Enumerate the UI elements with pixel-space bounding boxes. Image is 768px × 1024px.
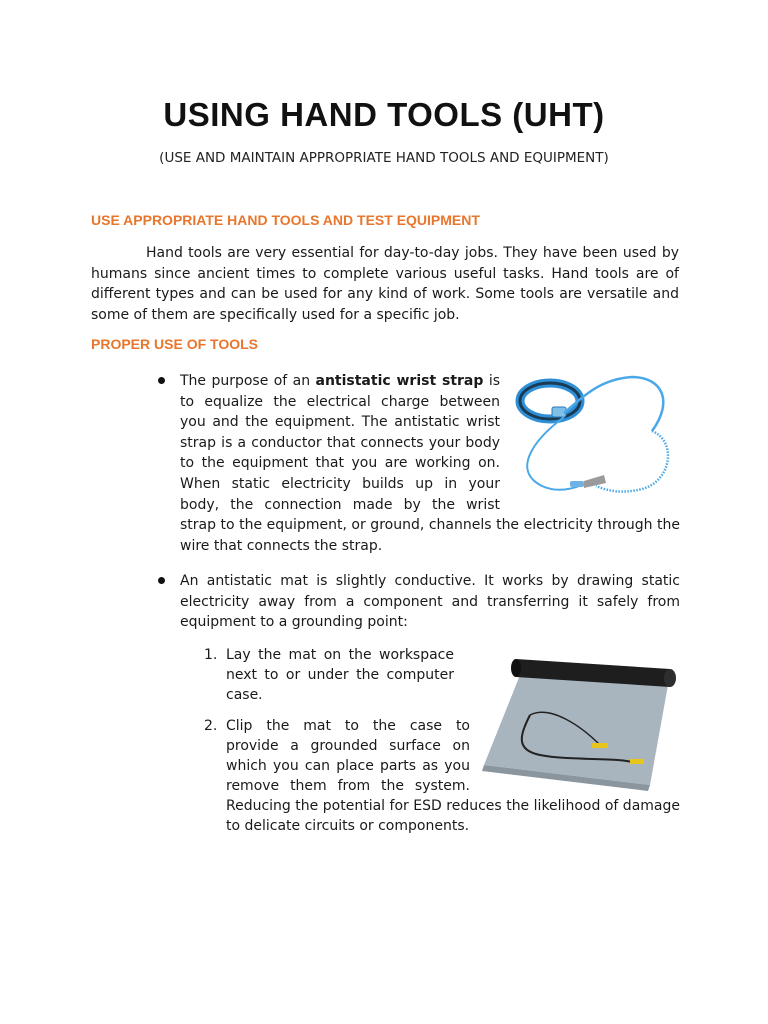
bullet-icon <box>158 377 165 384</box>
step-item <box>204 645 454 705</box>
bullet-antistatic-mat: An antistatic mat is slightly conductive. It works by drawing static electricity away from a component and transferring it safely from equipment to a grounding point: <box>180 573 680 631</box>
step-number: 1. <box>204 647 218 663</box>
mat-steps-list <box>204 645 680 836</box>
wrist-strap-image <box>512 371 680 506</box>
bullet-wrist-strap <box>180 371 680 556</box>
section-heading-appropriate-tools: USE APPROPRIATE HAND TOOLS AND TEST EQUIPMENT <box>91 212 480 228</box>
bullet1-text-start: The purpose of an <box>180 373 316 389</box>
step-text: Clip the mat to the case to provide a grounded surface on which you can place parts as you remove them from the system. Reducing the potential for ESD reduces the likelihood of damage to delicate circuits or components. <box>226 718 680 834</box>
page-subtitle: (USE AND MAINTAIN APPROPRIATE HAND TOOLS AND EQUIPMENT) <box>159 150 609 166</box>
step-text: Lay the mat on the workspace next to or under the computer case. <box>226 647 454 703</box>
step-item <box>204 716 680 836</box>
bullet1-text-end: is to equalize the electrical charge between you and the equipment. The antistatic wrist strap is a conductor that connects your body to the equipment that you are working on. When static electricity builds up in your body, the connection made by the wrist strap to the equipment, or ground, channels the electricity through the wire that connects the strap. <box>180 373 680 554</box>
page-title: USING HAND TOOLS (UHT) <box>163 96 605 133</box>
step-number: 2. <box>204 718 218 734</box>
bullet-icon <box>158 577 165 584</box>
section-heading-proper-use: PROPER USE OF TOOLS <box>91 336 258 352</box>
intro-paragraph: Hand tools are very essential for day-to-day jobs. They have been used by humans since ancient times to complete various useful tasks. Hand tools are of different types and can be used for any kind of work. Some tools are versatile and some of them are specifically used for a specific job. <box>91 245 679 323</box>
bullet1-bold-term: antistatic wrist strap <box>315 373 484 389</box>
